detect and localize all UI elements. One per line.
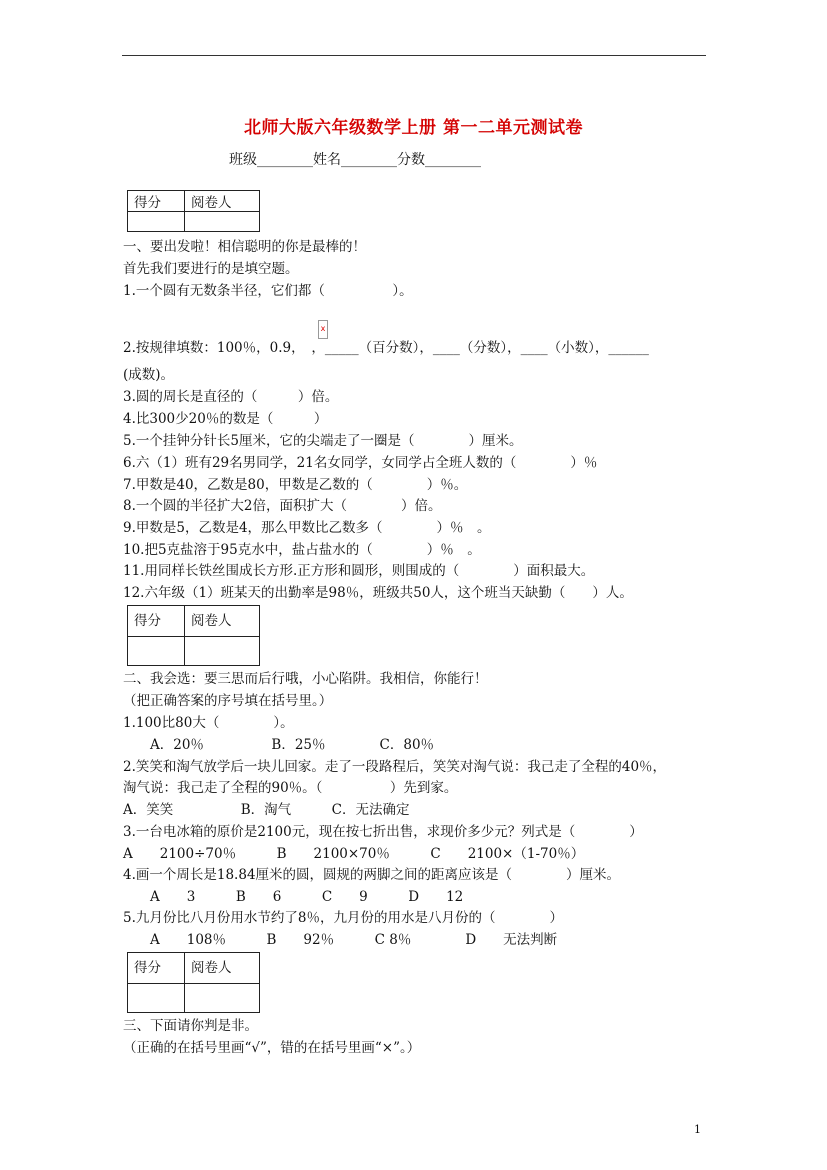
question-2-1: 1.100比80大（ ）。 — [123, 715, 294, 731]
question-1-5: 5.一个挂钟分针长5厘米，它的尖端走了一圈是（ ）厘米。 — [123, 433, 523, 449]
question-2-3-options: A 2100÷70％ B 2100×70％ C 2100×（1-70％） — [123, 846, 585, 862]
student-info-line: 班级________姓名________分数________ — [229, 152, 481, 168]
score-label: 得分 — [128, 953, 185, 984]
question-1-10: 10.把5克盐溶于95克水中，盐占盐水的（ ）％ 。 — [123, 542, 481, 558]
question-1-2: 2.按规律填数：100％，0.9， ，_____（百分数），____（分数），____（小数），______ — [123, 340, 649, 356]
question-2-5: 5.九月份比八月份用水节约了8％，九月份的用水是八月份的（ ） — [123, 910, 563, 926]
header-rule — [122, 55, 706, 56]
question-1-12: 12.六年级（1）班某天的出勤率是98％，班级共50人，这个班当天缺勤（ ）人。 — [123, 585, 633, 601]
section1-heading: 一、要出发啦！相信聪明的你是最棒的！ — [123, 239, 366, 255]
grader-label: 阅卷人 — [185, 191, 260, 212]
question-1-3: 3.圆的周长是直径的（ ）倍。 — [123, 389, 339, 405]
question-2-4: 4.画一个周长是18.84厘米的圆，圆规的两脚之间的距离应该是（ ）厘米。 — [123, 867, 621, 883]
score-table-3 — [127, 952, 260, 1013]
score-cell[interactable] — [128, 212, 185, 232]
question-1-8: 8.一个圆的半径扩大2倍，面积扩大（ ）倍。 — [123, 498, 442, 514]
score-table-2 — [127, 605, 260, 666]
question-1-7: 7.甲数是40，乙数是80，甲数是乙数的（ ）％。 — [123, 477, 468, 493]
question-2-1-options: A．20％ B．25％ C．80％ — [123, 737, 435, 753]
page-title: 北师大版六年级数学上册 第一二单元测试卷 — [244, 118, 583, 138]
grader-cell[interactable] — [185, 984, 260, 1013]
section2-intro: （把正确答案的序号填在括号里。） — [123, 693, 333, 709]
section2-heading: 二、我会选：要三思而后行哦，小心陷阱。我相信，你能行！ — [123, 671, 488, 687]
score-table-1 — [127, 190, 260, 232]
grader-label: 阅卷人 — [185, 953, 260, 984]
question-2-3: 3.一台电冰箱的原价是2100元，现在按七折出售，求现价多少元？列式是（ ） — [123, 824, 643, 840]
section3-heading: 三、下面请你判是非。 — [123, 1018, 258, 1034]
question-1-6: 6.六（1）班有29名男同学，21名女同学，女同学占全班人数的（ ）％ — [123, 455, 598, 471]
question-1-9: 9.甲数是5，乙数是4，那么甲数比乙数多（ ）％ 。 — [123, 520, 491, 536]
page-number: 1 — [694, 1123, 701, 1136]
grader-cell[interactable] — [185, 637, 260, 666]
question-1-1: 1.一个圆有无数条半径，它们都（ ）。 — [123, 283, 413, 299]
question-2-4-options: A 3 B 6 C 9 D 12 — [123, 889, 464, 905]
score-label: 得分 — [128, 606, 185, 637]
section1-intro: 首先我们要进行的是填空题。 — [123, 261, 299, 277]
question-2-2: 2.笑笑和淘气放学后一块儿回家。走了一段路程后，笑笑对淘气说：我己走了全程的40％， — [123, 759, 667, 775]
score-label: 得分 — [128, 191, 185, 212]
question-2-5-options: A 108％ B 92％ C 8％ D 无法判断 — [123, 932, 558, 948]
question-1-4: 4.比300少20％的数是（ ） — [123, 411, 328, 427]
score-cell[interactable] — [128, 984, 185, 1013]
broken-image-icon: x — [318, 320, 328, 339]
grader-label: 阅卷人 — [185, 606, 260, 637]
grader-cell[interactable] — [185, 212, 260, 232]
question-1-11: 11.用同样长铁丝围成长方形.正方形和圆形，则围成的（ ）面积最大。 — [123, 563, 595, 579]
question-2-2-cont: 淘气说：我己走了全程的90％。（ ）先到家。 — [123, 780, 458, 796]
question-1-2-cont: (成数)。 — [123, 367, 175, 383]
score-cell[interactable] — [128, 637, 185, 666]
question-2-2-options: A．笑笑 B．淘气 C．无法确定 — [123, 802, 410, 818]
section3-intro: （正确的在括号里画“√”，错的在括号里画“×”。） — [123, 1040, 421, 1056]
